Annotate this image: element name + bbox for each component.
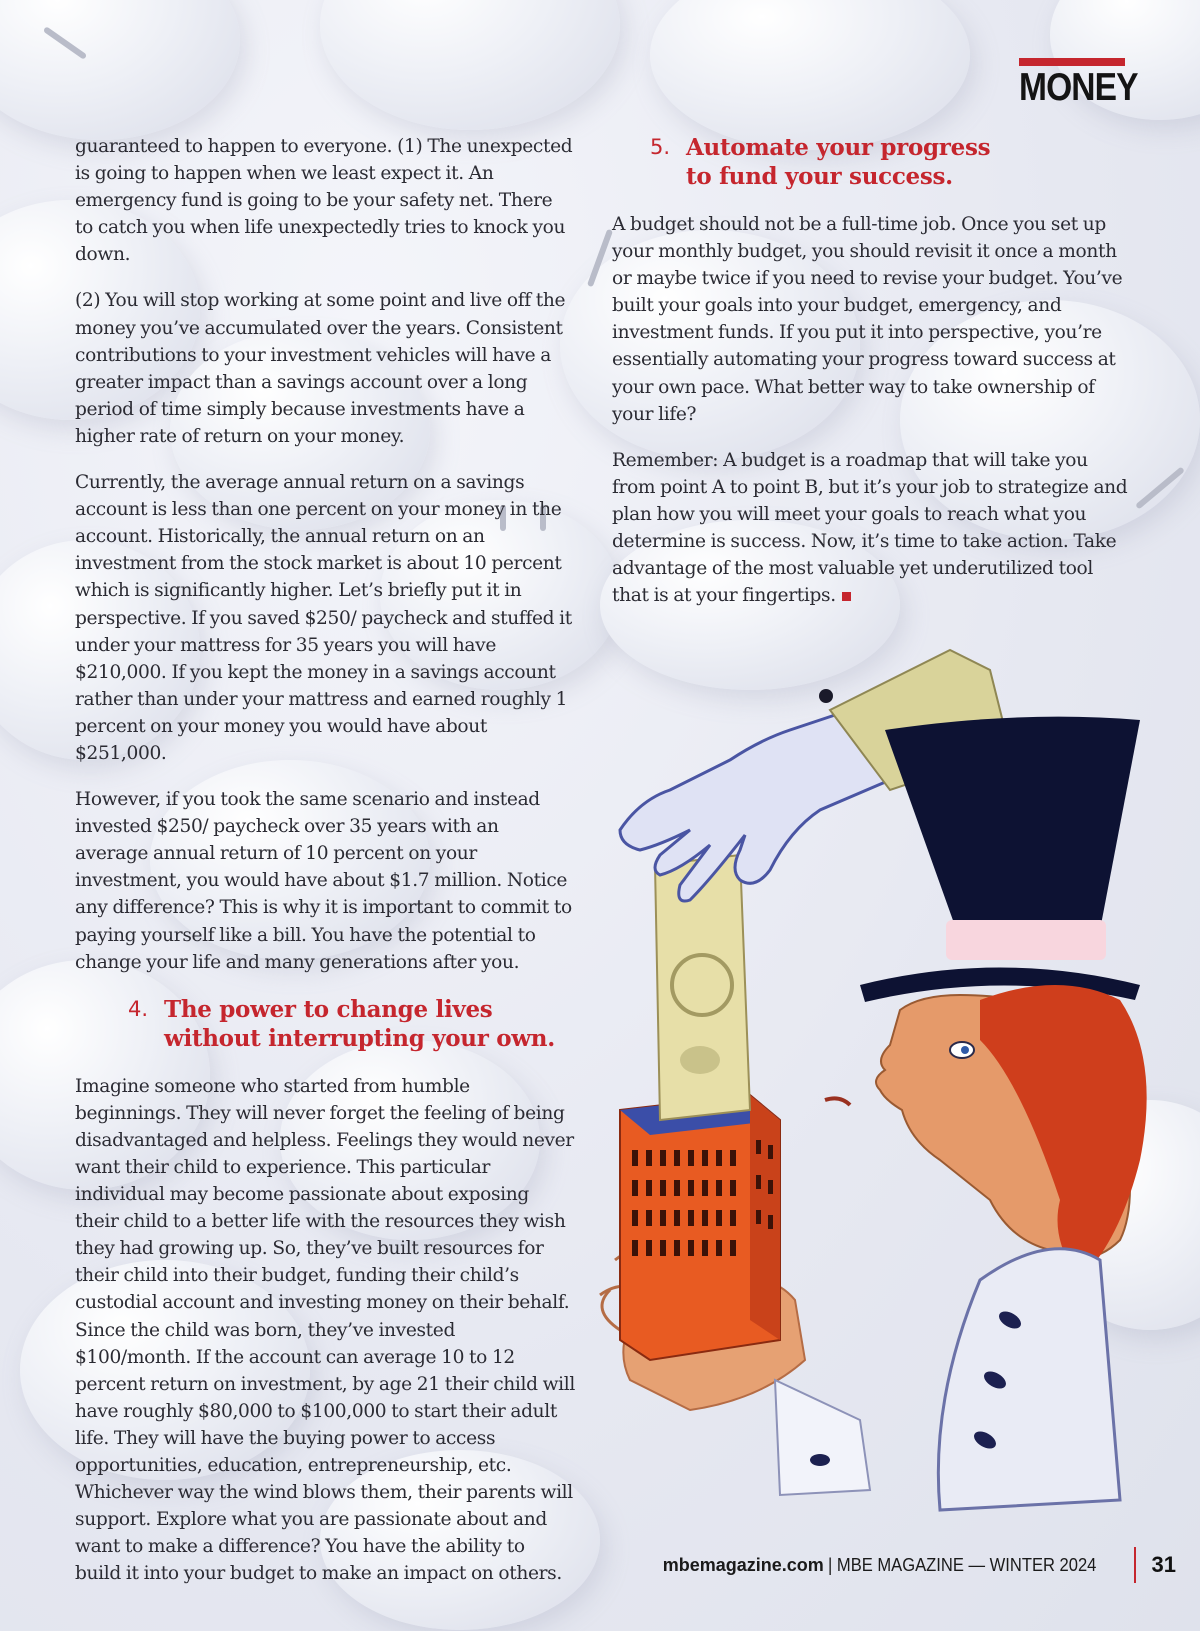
closing-text: Remember: A budget is a roadmap that will take you from point A to point B, but it’s your job to strategize and plan how you will meet your goals to reach what you determine is success. Now, it’s time to take action. Take advantage of the most valuable yet underutilized tool that is at your fingertips.: [612, 449, 1128, 607]
body-paragraph: However, if you took the same scenario and instead invested $250/ paycheck over 35 years with an average annual return of 10 percent on your investment, you would have about $1.7 million. Notice any difference? This is why it is important to commit to paying yourself like a bill. You have the potential to change your life and many generations after you.: [75, 789, 572, 973]
subheading-text: [686, 133, 990, 191]
body-paragraph: Currently, the average annual return on a savings account is less than one percent on your money in the account. Historically, the annual return on an investment from the stock market is about 10 percent which is significantly higher. Let’s briefly put it in perspective. If you saved $250/ paycheck and stuffed it under your mattress for 35 years you will have $210,000. If you kept the money in a savings account rather than under your mattress and earned roughly 1 percent on your money you would have about $251,000.: [75, 472, 572, 764]
piggy-bank-shape: [650, 0, 970, 150]
subheading-number: 5.: [649, 135, 670, 159]
left-column: [75, 133, 575, 1607]
subheading-4: [110, 995, 575, 1053]
end-mark-icon: [842, 592, 851, 601]
section-accent-bar: [1019, 58, 1125, 66]
subheading-line: The power to change lives: [164, 995, 493, 1023]
subheading-number: 4.: [127, 996, 148, 1021]
footer-site: mbemagazine.com: [662, 1554, 824, 1575]
piggy-bank-shape: [320, 0, 620, 130]
section-title: MONEY: [1019, 66, 1138, 109]
body-paragraph: A budget should not be a full-time job. Once you set up your monthly budget, you should revisit it once a month or maybe twice if you need to revise your budget. You’ve built your goals into your budget, emergency, and investment funds. If you put it into perspective, you’re essentially automating your progress toward success at your own pace. What better way to take ownership of your life?: [612, 214, 1123, 425]
body-paragraph: Imagine someone who started from humble beginnings. They will never forget the feeling of being disadvantaged and helpless. Feelings they would never want their child to experience. This particular individual may become passionate about exposing their child to a better life with the resources they wish they had growing up. So, they’ve built resources for their child into their budget, funding their child’s custodial account and investing money on their behalf. Since the child was born, they’ve invested $100/month. If the account can average 10 to 12 percent return on investment, by age 21 their child will have roughly $80,000 to $100,000 to start their adult life. They will have the buying power to access opportunities, education, entrepreneurship, etc. Whichever way the wind blows them, their parents will support. Explore what you are passionate about and want to make a difference? You have the ability to build it into your budget to make an impact on others.: [75, 1075, 575, 1585]
body-paragraph: [612, 447, 1132, 610]
subheading-line: without interrupting your own.: [164, 1024, 555, 1052]
page-number: 31: [1151, 1552, 1176, 1577]
subheading-line: Automate your progress: [686, 134, 991, 161]
subheading-5: [632, 133, 1132, 191]
right-column: [612, 133, 1132, 628]
subheading-line: to fund your success.: [686, 163, 953, 190]
body-paragraph: (2) You will stop working at some point and live off the money you’ve accumulated over the years. Consistent contributions to your investment vehicles will have a greater impact than a savings account over a long period of time simply because investments have a higher rate of return on your money.: [75, 290, 566, 447]
piggy-bank-shape: [0, 0, 240, 140]
footer-publication: | MBE MAGAZINE — WINTER 2024: [827, 1554, 1097, 1575]
gloved-hand-money-top-hat-illustration: [580, 640, 1200, 1520]
subheading-text: [164, 995, 555, 1053]
body-paragraph: guaranteed to happen to everyone. (1) The unexpected is going to happen when we least expect it. An emergency fund is going to be your safety net. There to catch you when life unexpectedly tries to knock you down.: [75, 136, 573, 266]
footer-divider: [1134, 1547, 1136, 1583]
section-label: [1019, 58, 1138, 109]
page-footer: [663, 1545, 1176, 1585]
